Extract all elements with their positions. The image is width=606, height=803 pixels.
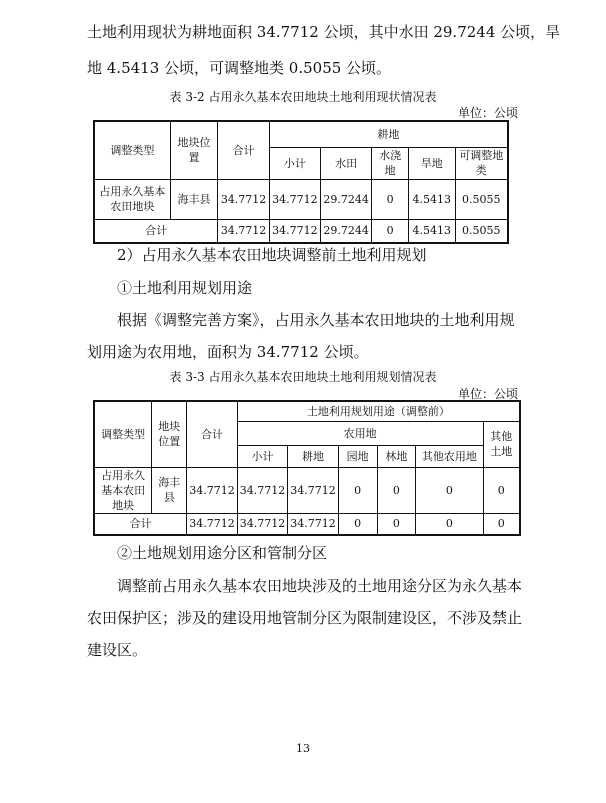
cell: 34.7712 [187, 467, 238, 513]
cell: 4.5413 [408, 219, 455, 243]
cell: 0.5055 [455, 219, 508, 243]
header-cell: 园地 [338, 445, 377, 467]
section-heading: 2）占用永久基本农田地块调整前土地利用规划 [117, 246, 427, 264]
page-number: 13 [296, 742, 310, 755]
cell: 34.7712 [237, 513, 288, 535]
header-group-cell: 农用地 [237, 421, 483, 445]
cell: 34.7712 [269, 179, 320, 219]
header-cell: 林地 [377, 445, 416, 467]
header-cell: 小计 [269, 147, 320, 179]
body-text-line: 地 4.5413 公顷，可调整地类 0.5055 公顷。 [87, 59, 392, 77]
header-cell: 其他农用地 [416, 445, 483, 467]
header-group-cell: 耕地 [269, 121, 508, 147]
table-caption: 表 3-3 占用永久基本农田地块土地利用规划情况表 [169, 370, 437, 384]
header-cell: 水田 [321, 147, 372, 179]
cell: 0 [416, 467, 483, 513]
table-total-row [94, 513, 520, 535]
cell: 0 [338, 513, 377, 535]
subsection-heading: ②土地规划用途分区和管制分区 [117, 544, 328, 562]
cell: 34.7712 [187, 513, 238, 535]
body-text-line: 调整前占用永久基本农田地块涉及的土地用途分区为永久基本 [117, 577, 523, 595]
table-unit: 单位：公顷 [457, 106, 518, 120]
table-caption: 表 3-2 占用永久基本农田地块土地利用现状情况表 [169, 90, 437, 104]
subsection-heading: ①土地利用规划用途 [117, 279, 253, 297]
header-cell: 调整类型 [94, 401, 152, 467]
cell: 0 [416, 513, 483, 535]
cell: 34.7712 [237, 467, 288, 513]
cell: 0 [338, 467, 377, 513]
land-use-status-table [93, 120, 509, 244]
header-cell: 其他土地 [483, 421, 520, 467]
cell: 34.7712 [218, 179, 269, 219]
table-total-row [94, 219, 508, 243]
cell: 0 [372, 179, 409, 219]
table-unit: 单位：公顷 [457, 387, 518, 401]
cell: 29.7244 [321, 219, 372, 243]
cell: 34.7712 [288, 513, 339, 535]
body-text-line: 划用途为农用地，面积为 34.7712 公顷。 [87, 343, 369, 361]
cell: 海丰县 [152, 467, 187, 513]
header-cell: 水浇地 [372, 147, 409, 179]
cell: 34.7712 [269, 219, 320, 243]
header-cell: 合计 [218, 121, 269, 179]
land-use-plan-table [93, 400, 521, 536]
header-cell: 合计 [187, 401, 238, 467]
cell: 0 [377, 513, 416, 535]
header-cell: 地块位置 [170, 121, 218, 179]
cell: 合计 [94, 219, 218, 243]
header-cell: 耕地 [288, 445, 339, 467]
cell: 海丰县 [170, 179, 218, 219]
body-text-line: 农田保护区；涉及的建设用地管制分区为限制建设区，不涉及禁止 [87, 609, 523, 627]
cell: 34.7712 [218, 219, 269, 243]
header-cell: 地块位置 [152, 401, 187, 467]
cell: 0 [372, 219, 409, 243]
body-text-line: 土地利用现状为耕地面积 34.7712 公顷，其中水田 29.7244 公顷，旱 [87, 23, 561, 41]
cell: 29.7244 [321, 179, 372, 219]
body-text-line: 根据《调整完善方案》，占用永久基本农田地块的土地利用规 [117, 311, 515, 329]
header-cell: 可调整地类 [455, 147, 508, 179]
cell: 占用永久基本农田地块 [94, 179, 170, 219]
body-text-line: 建设区。 [87, 641, 148, 659]
table-row [94, 467, 520, 513]
header-cell: 小计 [237, 445, 288, 467]
table-row [94, 179, 508, 219]
cell: 0 [483, 513, 520, 535]
cell: 0.5055 [455, 179, 508, 219]
cell: 合计 [94, 513, 187, 535]
header-cell: 旱地 [408, 147, 455, 179]
cell: 0 [377, 467, 416, 513]
cell: 4.5413 [408, 179, 455, 219]
cell: 34.7712 [288, 467, 339, 513]
header-group-cell: 土地利用规划用途（调整前） [237, 401, 520, 421]
header-cell: 调整类型 [94, 121, 170, 179]
cell: 占用永久基本农田地块 [94, 467, 152, 513]
cell: 0 [483, 467, 520, 513]
